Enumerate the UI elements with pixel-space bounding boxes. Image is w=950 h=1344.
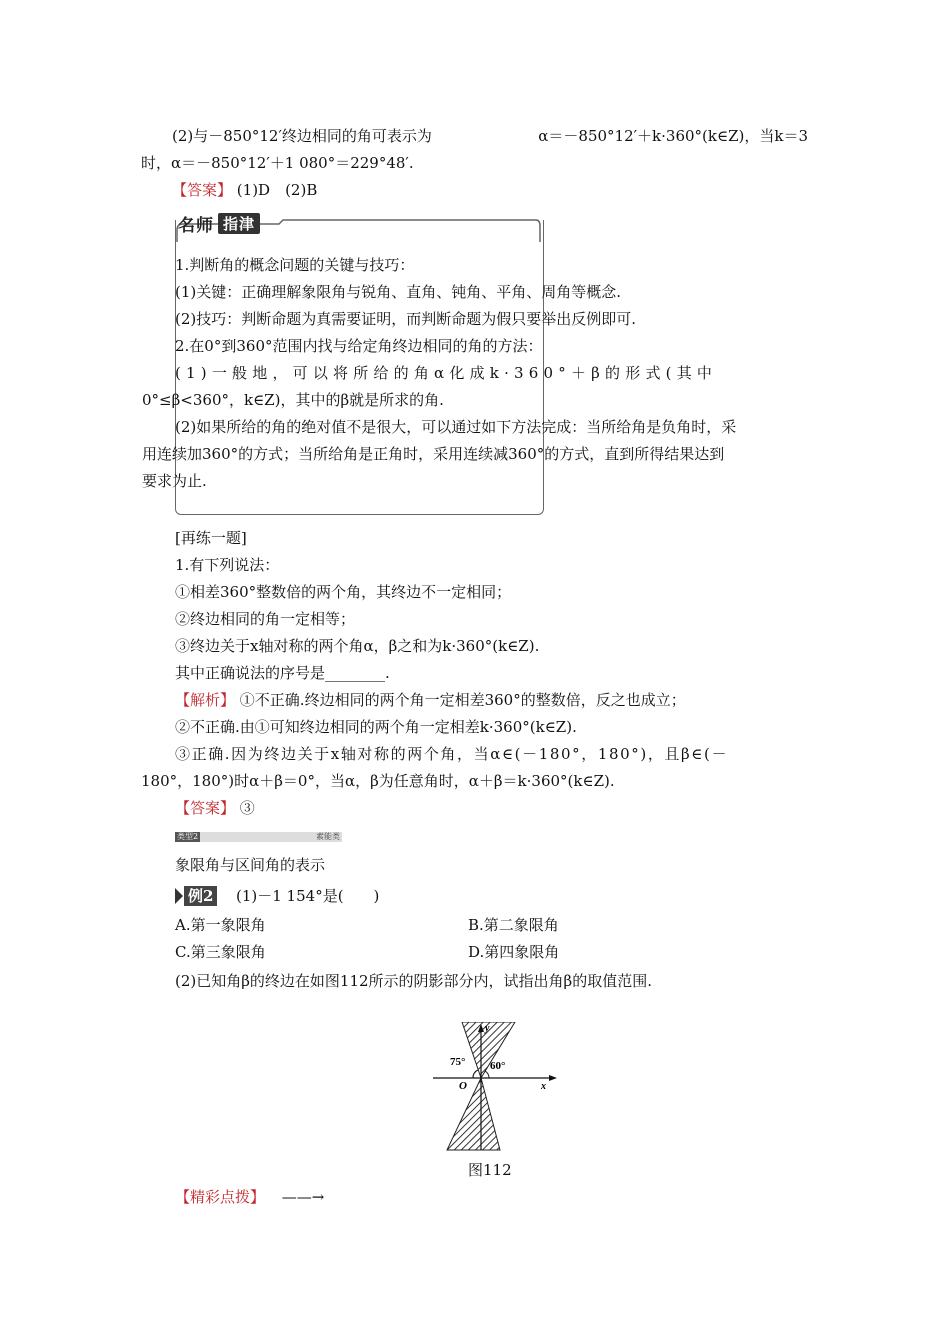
tip-line-2: (1)关键：正确理解象限角与锐角、直角、钝角、平角、周角等概念. <box>175 283 622 301</box>
x-label: x <box>541 1081 546 1092</box>
tip-heading <box>178 210 260 236</box>
answer-tag: 【答案】 <box>172 181 233 199</box>
practice-ask: 其中正确说法的序号是________. <box>175 664 390 682</box>
answer-1 <box>172 180 317 200</box>
lower-shaded-region <box>447 1078 500 1150</box>
type-bar <box>175 832 342 842</box>
option-b: B.第二象限角 <box>468 916 559 934</box>
analysis-tag: 【解析】 <box>175 691 236 709</box>
arrow-icon: ——→ <box>281 1188 325 1206</box>
answer-tag-2: 【答案】 <box>175 799 236 817</box>
section-title: 象限角与区间角的表示 <box>175 856 326 874</box>
tip-line-4: 2.在0°到360°范围内找与给定角终边相同的角的方法： <box>175 337 543 355</box>
type-bar-left: 类型2 <box>177 832 199 841</box>
solution-line-2: 时，α＝－850°12′＋1 080°＝229°48′. <box>141 154 414 172</box>
solution-text-a: (2)与－850°12′终边相同的角可表示为 <box>172 127 432 145</box>
answer-2 <box>175 798 255 818</box>
angle-label-60: 60° <box>490 1060 506 1072</box>
practice-title: [再练一题] <box>175 529 247 547</box>
solution-line-1 <box>172 126 808 146</box>
analysis-line-4: 180°，180°)时α＋β＝0°，当α，β为任意角时，α＋β＝k·360°(k∈Z). <box>141 772 615 790</box>
triangle-icon <box>175 888 183 904</box>
analysis-text-1: ①不正确.终边相同的两个角一定相差360°的整数倍，反之也成立； <box>239 691 686 709</box>
y-label: y <box>485 1023 490 1034</box>
origin-label: O <box>459 1080 467 1092</box>
angle-label-75: 75° <box>450 1056 466 1068</box>
figure-caption: 图112 <box>468 1161 512 1179</box>
hint-tag: 【精彩点拨】 <box>175 1188 266 1206</box>
option-c: C.第三象限角 <box>175 943 266 961</box>
analysis-line-1 <box>175 690 686 710</box>
statement-2: ②终边相同的角一定相等； <box>175 610 356 628</box>
example-question-2: (2)已知角β的终边在如图112所示的阴影部分内，试指出角β的取值范围. <box>175 972 652 990</box>
type-bar-right: 素能类 <box>316 832 340 841</box>
example-tag <box>175 886 217 906</box>
hint-line <box>175 1187 324 1207</box>
practice-question: 1.有下列说法： <box>175 556 280 574</box>
statement-3: ③终边关于x轴对称的两个角α，β之和为k·360°(k∈Z). <box>175 637 540 655</box>
arc-75 <box>473 1070 478 1078</box>
tip-line-9: 要求为止. <box>142 472 207 490</box>
option-d: D.第四象限角 <box>468 943 560 961</box>
angle-figure <box>433 1022 563 1152</box>
example-label: 例2 <box>184 886 217 906</box>
tip-heading-a: 名师 <box>178 215 214 236</box>
statement-1: ①相差360°整数倍的两个角，其终边不一定相同； <box>175 583 512 601</box>
tip-line-8: 用连续加360°的方式；当所给角是正角时，采用连续减360°的方式，直到所得结果达到 <box>142 445 725 463</box>
solution-text-b: α＝－850°12′＋k·360°(k∈Z)，当k＝3 <box>538 127 808 145</box>
analysis-line-2: ②不正确.由①可知终边相同的两个角一定相差k·360°(k∈Z). <box>175 718 577 736</box>
tip-line-6: 0°≤β<360°，k∈Z)，其中的β就是所求的角. <box>142 391 444 409</box>
tip-line-7: (2)如果所给的角的绝对值不是很大，可以通过如下方法完成：当所给角是负角时，采 <box>175 418 737 436</box>
tip-line-1: 1.判断角的概念问题的关键与技巧： <box>175 256 415 274</box>
example-question-1: (1)－1 154°是( ) <box>236 887 380 905</box>
x-arrow <box>549 1075 557 1081</box>
answer-text-2: ③ <box>239 799 255 817</box>
arc-60 <box>485 1071 489 1078</box>
option-a: A.第一象限角 <box>175 916 266 934</box>
tip-line-5: (1)一般地，可以将所给的角α化成k·360°＋β的形式(其中 <box>175 364 718 382</box>
tip-line-3: (2)技巧：判断命题为真需要证明，而判断命题为假只要举出反例即可. <box>175 310 637 328</box>
answer-text: (1)D (2)B <box>236 181 318 199</box>
analysis-line-3: ③正确.因为终边关于x轴对称的两个角，当α∈(－180°，180°)，且β∈(－ <box>175 745 729 763</box>
tip-heading-b: 指津 <box>218 213 260 234</box>
